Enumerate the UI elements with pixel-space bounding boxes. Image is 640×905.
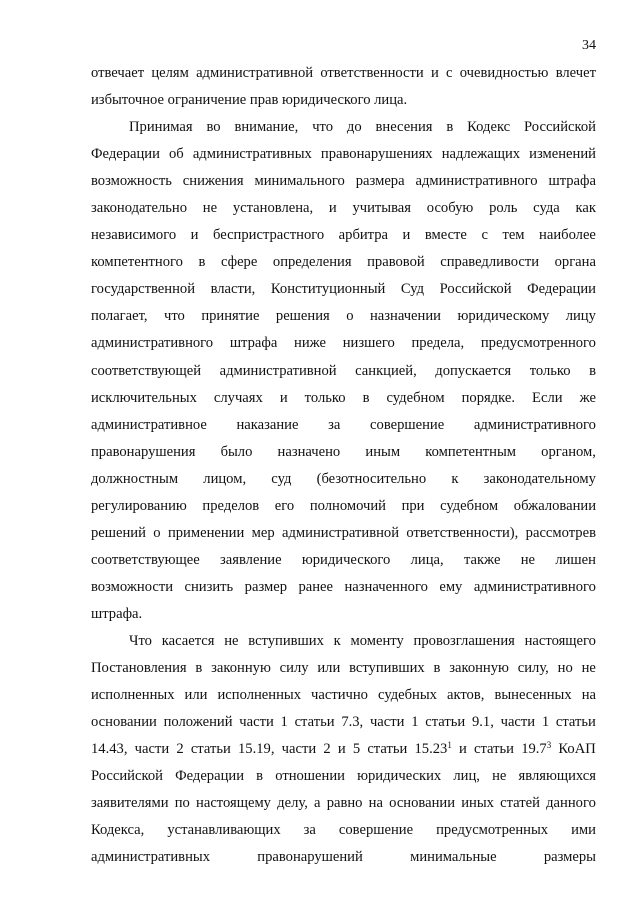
- text-word: 5: [352, 741, 361, 758]
- text-line: [91, 709, 596, 736]
- text-word: судебных: [378, 687, 437, 704]
- text-word: правонарушений: [257, 849, 363, 866]
- text-word: юридического: [301, 551, 391, 568]
- text-word: как: [575, 200, 596, 217]
- text-word: пределов: [202, 497, 260, 514]
- text-word: положений: [163, 714, 233, 731]
- text-line: [91, 547, 596, 574]
- text-word: статьи: [555, 714, 596, 731]
- text-word: к: [333, 632, 341, 649]
- text-word: совершение: [370, 416, 445, 433]
- text-word: в: [195, 660, 203, 677]
- text-word: Российской: [439, 281, 512, 298]
- text-word: при: [401, 497, 425, 514]
- text-word: статьи: [367, 741, 408, 758]
- text-line: [91, 141, 596, 168]
- text-word: Конституционный: [270, 281, 386, 298]
- text-word: законодательно: [91, 200, 187, 217]
- text-word: предела,: [411, 335, 465, 352]
- text-word: и: [190, 227, 199, 244]
- text-word: минимальные: [410, 849, 497, 866]
- text-word: административных: [91, 849, 210, 866]
- text-word: административное: [91, 416, 207, 433]
- text-word: снизить: [184, 578, 234, 595]
- text-word: в: [433, 660, 441, 677]
- text-word: 1: [541, 714, 550, 731]
- text-word: заявление: [220, 551, 282, 568]
- text-line: [91, 790, 596, 817]
- text-word: основании: [389, 795, 456, 812]
- text-word: порядке.: [461, 389, 516, 406]
- text-word: с: [481, 227, 488, 244]
- text-word: в: [362, 389, 370, 406]
- text-word: наиболее: [539, 227, 596, 244]
- text-word: частично: [311, 687, 368, 704]
- text-word: статьи: [294, 714, 335, 731]
- text-word: 19.7$^3$: [521, 740, 552, 758]
- text-word: 1: [280, 714, 288, 731]
- text-word: ему: [439, 578, 463, 595]
- text-word: полномочий: [309, 497, 386, 514]
- text-word: независимого: [91, 227, 177, 244]
- text-word: лишен: [555, 551, 596, 568]
- text-word: регулированию: [91, 497, 187, 514]
- text-word: статьи: [190, 741, 231, 758]
- text-word: возможность: [91, 173, 172, 190]
- text-line: [91, 520, 596, 547]
- document-body-text: [91, 60, 596, 871]
- text-line: [91, 601, 596, 628]
- text-word: в: [446, 119, 454, 136]
- text-word: роль: [489, 200, 518, 217]
- text-word: во: [206, 119, 221, 136]
- text-word: 2: [323, 741, 331, 758]
- text-word: Российской: [91, 768, 163, 785]
- text-word: власти,: [210, 281, 256, 298]
- footnote-reference: 3: [546, 740, 552, 751]
- text-word: лицу: [565, 308, 596, 325]
- text-line: [91, 303, 596, 330]
- text-word: 7.3,: [341, 714, 364, 731]
- text-word: санкцией,: [355, 362, 417, 379]
- text-word: Российской: [524, 119, 596, 136]
- text-word: случаях: [213, 389, 263, 406]
- text-word: решений: [91, 524, 146, 541]
- text-word: до: [346, 119, 362, 136]
- text-word: не: [492, 768, 507, 785]
- text-word: принятие: [201, 308, 260, 325]
- footnote-reference: 1: [447, 740, 452, 751]
- text-word: за: [328, 416, 341, 433]
- text-word: минимального: [254, 173, 345, 190]
- text-word: допускается: [435, 362, 512, 379]
- text-line: [91, 817, 596, 844]
- text-word: об: [169, 146, 184, 163]
- text-word: 1: [411, 714, 419, 731]
- text-word: исполненных: [217, 687, 301, 704]
- text-word: Если: [532, 389, 563, 406]
- text-line: [91, 385, 596, 412]
- text-word: суд: [271, 470, 292, 487]
- text-word: соответствующее: [91, 551, 200, 568]
- text-word: что: [164, 308, 185, 325]
- text-word: правонарушения: [91, 443, 196, 460]
- text-word: провозглашения: [413, 632, 515, 649]
- text-word: за: [303, 822, 316, 839]
- text-line: [91, 358, 596, 385]
- text-word: юридическому: [457, 308, 550, 325]
- text-word: было: [220, 443, 253, 460]
- text-word: на: [368, 795, 383, 812]
- text-word: устанавливающих: [167, 822, 281, 839]
- text-word: иных: [461, 795, 494, 812]
- text-word: законную: [449, 660, 509, 677]
- text-word: ответственности),: [406, 524, 519, 541]
- text-word: применении: [167, 524, 245, 541]
- text-word: Федерации: [175, 768, 244, 785]
- text-word: и: [430, 65, 439, 81]
- text-line: [91, 168, 596, 195]
- text-word: вступивших: [349, 660, 425, 677]
- text-word: также: [463, 551, 501, 568]
- text-word: не: [581, 660, 596, 677]
- text-word: 15.19,: [238, 741, 275, 758]
- text-word: силу: [279, 660, 309, 677]
- text-word: части: [500, 714, 536, 731]
- text-word: данного: [546, 795, 596, 812]
- text-word: о: [346, 308, 354, 325]
- text-word: исполненных: [91, 687, 175, 704]
- text-word: ранее: [298, 578, 334, 595]
- text-word: внесения: [375, 119, 433, 136]
- text-line: [91, 87, 596, 114]
- text-word: лицом,: [203, 470, 247, 487]
- text-word: Принимая: [129, 119, 193, 136]
- text-line: [91, 60, 596, 87]
- text-word: Федерации: [527, 281, 596, 298]
- text-word: суда: [533, 200, 560, 217]
- text-word: Кодекса,: [91, 822, 145, 839]
- text-word: лица,: [410, 551, 444, 568]
- text-word: низшего: [342, 335, 395, 352]
- text-word: моменту: [350, 632, 404, 649]
- text-word: статьи: [425, 714, 466, 731]
- text-word: силу,: [517, 660, 549, 677]
- text-line: [91, 195, 596, 222]
- text-word: возможности: [91, 578, 174, 595]
- text-word: статьи: [474, 741, 514, 758]
- text-word: исключительных: [91, 389, 197, 406]
- text-word: мер: [251, 524, 275, 541]
- text-word: влечет: [555, 65, 596, 81]
- text-word: внимание,: [234, 119, 299, 136]
- text-word: правонарушениях: [320, 146, 433, 163]
- text-line: [91, 628, 596, 655]
- text-word: Что: [129, 632, 152, 649]
- text-word: в: [256, 768, 264, 785]
- text-word: назначенного: [344, 578, 428, 595]
- text-word: его: [274, 497, 295, 514]
- text-line: [91, 114, 596, 141]
- text-word: штрафа: [548, 173, 596, 190]
- text-line: [91, 412, 596, 439]
- text-word: сфере: [220, 254, 258, 271]
- text-word: Постановления: [91, 660, 187, 677]
- text-word: вместе: [424, 227, 467, 244]
- text-word: административного: [473, 578, 596, 595]
- text-word: особую: [426, 200, 474, 217]
- text-word: к: [451, 470, 459, 487]
- text-word: очевидностью: [459, 65, 549, 81]
- text-line: [91, 330, 596, 357]
- text-word: наказание: [236, 416, 299, 433]
- text-word: юридических: [357, 768, 442, 785]
- text-word: актов,: [446, 687, 485, 704]
- text-word: и: [402, 227, 411, 244]
- text-word: части: [134, 741, 170, 758]
- text-word: делу,: [277, 795, 308, 812]
- text-word: части: [369, 714, 405, 731]
- text-word: административной: [196, 65, 314, 81]
- text-word: а: [314, 795, 321, 812]
- text-word: обжаловании: [513, 497, 596, 514]
- text-line: [91, 682, 596, 709]
- text-word: справедливости: [440, 254, 540, 271]
- text-word: части: [281, 741, 317, 758]
- text-word: или: [317, 660, 341, 677]
- text-word: арбитра: [338, 227, 389, 244]
- text-word: не: [224, 632, 239, 649]
- text-line: [91, 736, 596, 763]
- text-word: настоящего: [524, 632, 596, 649]
- text-word: ими: [571, 822, 596, 839]
- text-line: [91, 574, 596, 601]
- text-word: только: [529, 362, 571, 379]
- text-word: в: [589, 362, 596, 379]
- text-word: предусмотренных: [436, 822, 549, 839]
- text-line: [91, 439, 596, 466]
- text-word: не: [202, 200, 218, 217]
- text-word: судебном: [440, 497, 499, 514]
- text-word: размер: [244, 578, 288, 595]
- text-word: Суд: [400, 281, 425, 298]
- text-word: являющихся: [518, 768, 596, 785]
- text-word: 2: [176, 741, 184, 758]
- text-word: и: [337, 741, 346, 758]
- text-word: заявителями: [91, 795, 169, 812]
- text-word: отношении: [275, 768, 345, 785]
- text-word: рассмотрев: [525, 524, 596, 541]
- text-word: совершение: [338, 822, 414, 839]
- text-word: установлена,: [232, 200, 314, 217]
- text-word: определения: [272, 254, 352, 271]
- text-word: решения: [275, 308, 330, 325]
- text-word: отвечает: [91, 65, 145, 81]
- text-word: административного: [415, 173, 538, 190]
- text-word: целям: [151, 65, 189, 81]
- text-word: что: [312, 119, 334, 136]
- text-word: настоящему: [196, 795, 271, 812]
- text-word: органом,: [541, 443, 596, 460]
- text-word: 15.23$^1$: [414, 740, 452, 758]
- text-word: касается: [161, 632, 215, 649]
- text-word: назначено: [277, 443, 341, 460]
- text-word: же: [579, 389, 596, 406]
- text-word: 9.1,: [471, 714, 494, 731]
- text-word: иным: [365, 443, 401, 460]
- text-word: 14.43,: [91, 741, 128, 758]
- text-word: компетентным: [425, 443, 517, 460]
- text-word: полагает,: [91, 308, 148, 325]
- text-word: административного: [473, 416, 596, 433]
- text-word: тем: [502, 227, 525, 244]
- text-word: части: [239, 714, 274, 731]
- text-word: вступивших: [248, 632, 324, 649]
- text-word: вынесенных: [494, 687, 572, 704]
- text-word: Федерации: [91, 146, 160, 163]
- text-word: административного: [91, 335, 214, 352]
- text-word: ответственности: [320, 65, 424, 81]
- text-word: назначении: [369, 308, 441, 325]
- text-word: изменений: [529, 146, 596, 163]
- text-word: государственной: [91, 281, 196, 298]
- text-word: в: [198, 254, 206, 271]
- text-word: компетентного: [91, 254, 183, 271]
- text-line: [91, 763, 596, 790]
- text-word: учитывая: [352, 200, 412, 217]
- text-word: административной: [282, 524, 400, 541]
- text-word: Кодекс: [467, 119, 511, 136]
- text-word: законную: [211, 660, 271, 677]
- text-word: законодательному: [483, 470, 596, 487]
- text-word: предусмотренного: [480, 335, 596, 352]
- text-word: должностным: [91, 470, 179, 487]
- text-word: по: [174, 795, 190, 812]
- text-line: [91, 276, 596, 303]
- text-word: судебном: [386, 389, 445, 406]
- page-number: 34: [582, 38, 596, 53]
- text-line: [91, 222, 596, 249]
- text-word: и: [459, 741, 467, 758]
- text-word: штрафа: [229, 335, 278, 352]
- text-word: но: [557, 660, 573, 677]
- text-word: размера: [355, 173, 405, 190]
- text-line: [91, 249, 596, 276]
- text-word: равно: [326, 795, 363, 812]
- text-line: [91, 655, 596, 682]
- text-word: основании: [91, 714, 157, 731]
- text-word: правовой: [367, 254, 425, 271]
- text-word: только: [304, 389, 346, 406]
- text-word: с: [446, 65, 453, 81]
- text-word: снижения: [182, 173, 244, 190]
- text-word: соответствующей: [91, 362, 202, 379]
- text-word: надлежащих: [441, 146, 521, 163]
- text-word: административной: [219, 362, 337, 379]
- text-word: статей: [500, 795, 540, 812]
- text-line: [91, 493, 596, 520]
- text-word: и: [279, 389, 288, 406]
- text-word: административных: [192, 146, 312, 163]
- text-word: или: [184, 687, 208, 704]
- text-word: КоАП: [558, 741, 596, 758]
- text-word: размеры: [543, 849, 596, 866]
- text-word: штрафа.: [91, 605, 143, 622]
- text-line: [91, 844, 596, 871]
- text-word: ниже: [294, 335, 327, 352]
- text-word: органа: [554, 254, 596, 271]
- text-word: избыточное ограничение прав юридического лица.: [91, 92, 408, 109]
- text-word: лиц,: [453, 768, 480, 785]
- text-word: не: [520, 551, 536, 568]
- text-word: и: [328, 200, 337, 217]
- text-line: [91, 466, 596, 493]
- text-word: беспристрастного: [213, 227, 325, 244]
- text-word: о: [153, 524, 161, 541]
- text-word: на: [581, 687, 596, 704]
- text-word: (безотносительно: [316, 470, 427, 487]
